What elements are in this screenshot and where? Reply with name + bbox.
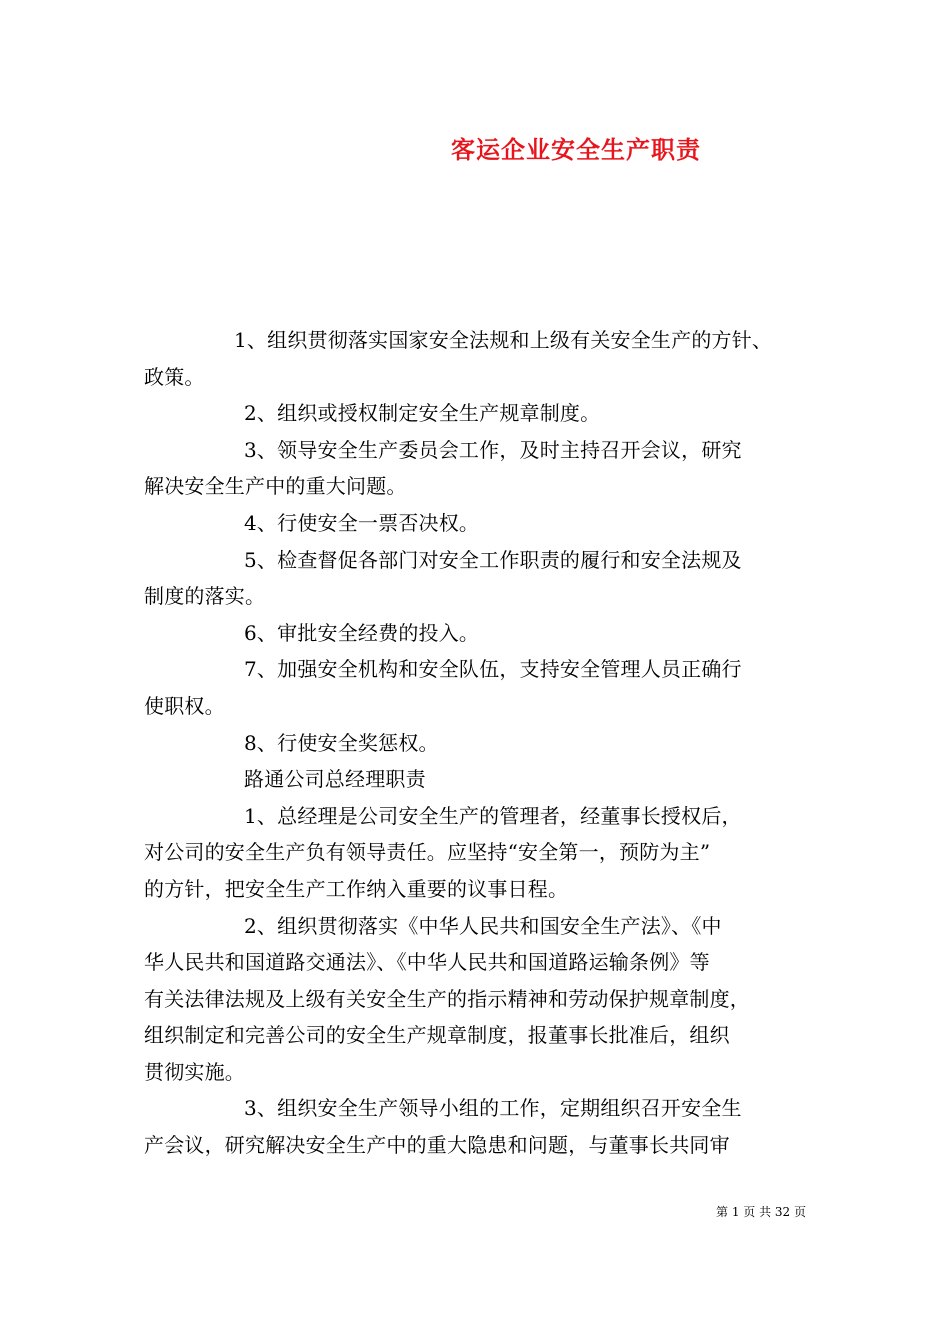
text-line: 有关法律法规及上级有关安全生产的指示精神和劳动保护规章制度， [144,986,750,1011]
document-title: 客运企业安全生产职责 [451,135,701,164]
text-line: 2、组织贯彻落实《中华人民共和国安全生产法》、《中 [244,913,722,938]
page-number: 第 1 页 共 32 页 [716,1205,806,1219]
text-line: 1、组织贯彻落实国家安全法规和上级有关安全生产的方针、 [234,328,773,352]
text-line: 3、领导安全生产委员会工作，及时主持召开会议，研究 [244,437,742,462]
text-line: 华人民共和国道路交通法》、《中华人民共和国道路运输条例》等 [144,950,710,975]
text-line: 3、组织安全生产领导小组的工作，定期组织召开安全生 [244,1096,742,1121]
text-line: 5、检查督促各部门对安全工作职责的履行和安全法规及 [244,547,742,572]
text-line: 使职权。 [144,693,225,718]
text-line: 解决安全生产中的重大问题。 [144,474,407,499]
text-line: 8、行使安全奖惩权。 [244,730,439,755]
text-line: 6、审批安全经费的投入。 [244,620,480,645]
text-line: 7、加强安全机构和安全队伍，支持安全管理人员正确行 [244,657,742,682]
text-line: 贯彻实施。 [144,1059,245,1084]
text-line: 政策。 [144,364,205,389]
text-line: 路通公司总经理职责 [244,767,426,792]
text-line: 产会议，研究解决安全生产中的重大隐患和问题，与董事长共同审 [144,1133,730,1158]
text-line: 的方针，把安全生产工作纳入重要的议事日程。 [144,876,569,901]
text-line: 2、组织或授权制定安全生产规章制度。 [244,401,601,426]
text-line: 1、总经理是公司安全生产的管理者，经董事长授权后， [244,803,742,828]
text-line: 制度的落实。 [144,584,266,609]
text-line: 4、行使安全一票否决权。 [244,510,480,535]
text-line: 对公司的安全生产负有领导责任。应坚持“安全第一，预防为主” [144,840,711,865]
document-body [144,322,814,1164]
text-line: 组织制定和完善公司的安全生产规章制度，报董事长批准后，组织 [144,1023,730,1048]
